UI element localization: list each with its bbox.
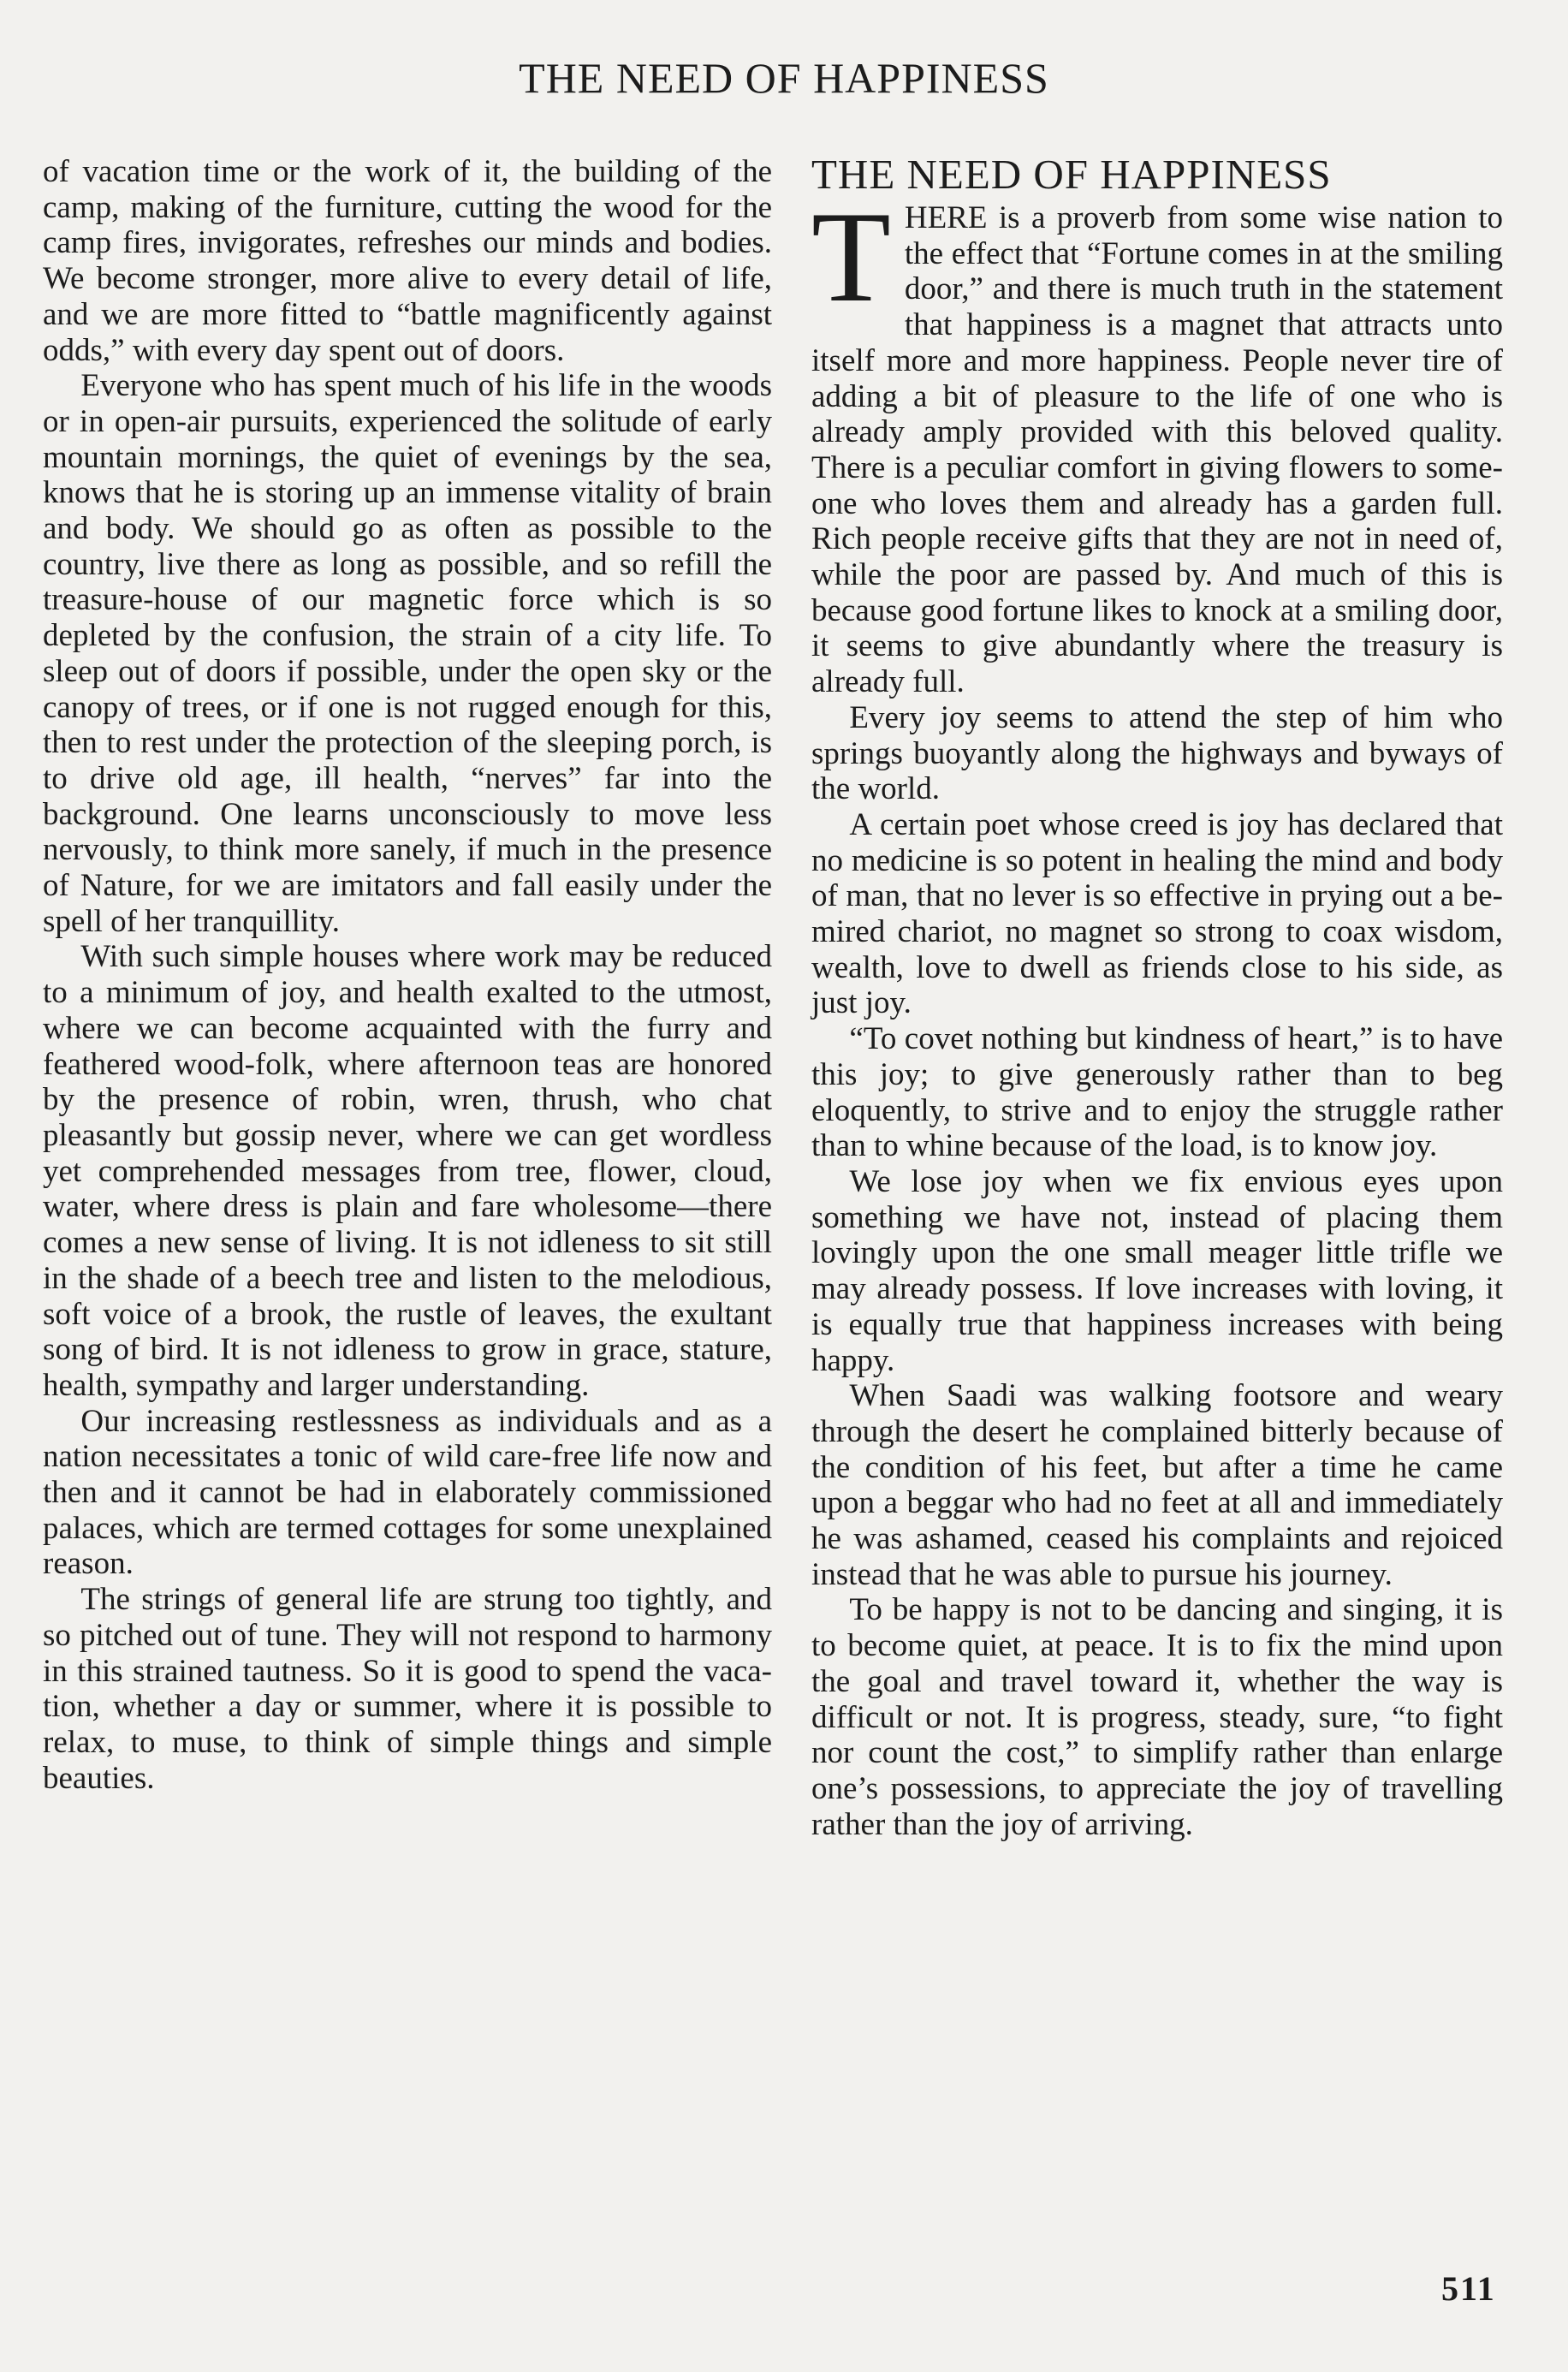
- left-column: [43, 154, 772, 1796]
- left-paragraph-1: of vacation time or the work of it, the building of the camp, making of the furniture, cutting the wood for the camp fires, invigorates, refreshes our minds and bodies. We become stronger, more alive to every detail of life, and we are more fitted to “battle magnificently against odds,” with every day spent out of doors.: [43, 154, 772, 368]
- running-head: THE NEED OF HAPPINESS: [519, 54, 1049, 102]
- article-title: THE NEED OF HAPPINESS: [811, 151, 1332, 198]
- article-paragraph-5: We lose joy when we fix envious eyes upon something we have not, instead of placing them lovingly upon the one small meager little trifle we may already possess. If love increases with loving, it is equally true that happiness increases with being happy.: [811, 1163, 1503, 1378]
- article-paragraph-3: A certain poet whose creed is joy has declared that no medicine is so potent in healing the mind and body of man, that no lever is so effective in prying out a bemired chariot, no magnet so strong to coax wisdom, wealth, love to dwell as friends close to his side, as just joy.: [811, 806, 1503, 1021]
- left-paragraph-5: The strings of general life are strung too tightly, and so pitched out of tune. They will not respond to harmony in this strained tautness. So it is good to spend the vacation, whether a day or summer, where it is possible to relax, to muse, to think of simple things and simple beauties.: [43, 1582, 772, 1796]
- article-paragraph-7: To be happy is not to be dancing and singing, it is to become quiet, at peace. It is to fix the mind upon the goal and travel toward it, whether the way is difficult or not. It is progress, steady, sure, “to fight nor count the cost,” to simplify rather than enlarge one’s possessions, to appreciate the joy of travelling rather than the joy of arriving.: [811, 1592, 1503, 1842]
- left-paragraph-3: With such simple houses where work may be reduced to a minimum of joy, and health exalted to the utmost, where we can become acquainted with the furry and feathered wood-folk, where afternoon teas are honored by the presence of robin, wren, thrush, who chat pleasantly but gossip never, where we can get wordless yet comprehended messages from tree, flower, cloud, water, where dress is plain and fare wholesome—there comes a new sense of living. It is not idleness to sit still in the shade of a beech tree and listen to the melodious, soft voice of a brook, the rustle of leaves, the exultant song of bird. It is not idleness to grow in grace, stature, health, sympathy and larger understanding.: [43, 939, 772, 1403]
- drop-cap: T: [811, 185, 891, 329]
- article-opening-paragraph: [811, 185, 1503, 700]
- article-paragraph-2: Every joy seems to attend the step of him who springs buoyantly along the highways and byways of the world.: [811, 699, 1503, 807]
- left-paragraph-2: Everyone who has spent much of his life in the woods or in open-air pursuits, experienced the solitude of early mountain mornings, the quiet of evenings by the sea, knows that he is storing up an immense vitality of brain and body. We should go as often as possible to the country, live there as long as possible, and so refill the treasure-house of our magnetic force which is so depleted by the confusion, the strain of a city life. To sleep out of doors if possible, under the open sky or the canopy of trees, or if one is not rugged enough for this, then to rest under the protection of the sleeping porch, is to drive old age, ill health, “nerves” far into the background. One learns unconsciously to move less nervously, to think more sanely, if much in the presence of Nature, for we are imitators and fall easily under the spell of her tranquillity.: [43, 368, 772, 939]
- page-number: 511: [1441, 2269, 1496, 2308]
- article-paragraph-6: When Saadi was walking footsore and weary through the desert he complained bitterly because of the condition of his feet, but after a time he came upon a beggar who had no feet at all and immediately he was ashamed, ceased his complaints and rejoiced instead that he was able to pursue his journey.: [811, 1378, 1503, 1592]
- left-paragraph-4: Our increasing restlessness as individuals and as a nation necessitates a tonic of wild care-free life now and then and it cannot be had in elaborately commissioned palaces, which are termed cottages for some unexplained reason.: [43, 1403, 772, 1582]
- opening-text: HERE is a proverb from some wise nation to the effect that “Fortune comes in at the smiling door,” and there is much truth in the statement that happiness is a magnet that attracts unto itself more and more happiness. People never tire of adding a bit of pleasure to the life of one who is already amply provided with this beloved quality. There is a peculiar comfort in giving flowers to someone who loves them and already has a garden full. Rich people receive gifts that they are not in need of, while the poor are passed by. And much of this is because good fortune likes to knock at a smiling door, it seems to give abundantly where the treasury is already full.: [811, 200, 1503, 700]
- right-column: [811, 151, 1503, 1842]
- article-paragraph-4: “To covet nothing but kindness of heart,” is to have this joy; to give generously rather than to beg eloquently, to strive and to enjoy the struggle rather than to whine because of the load, is to know joy.: [811, 1021, 1503, 1164]
